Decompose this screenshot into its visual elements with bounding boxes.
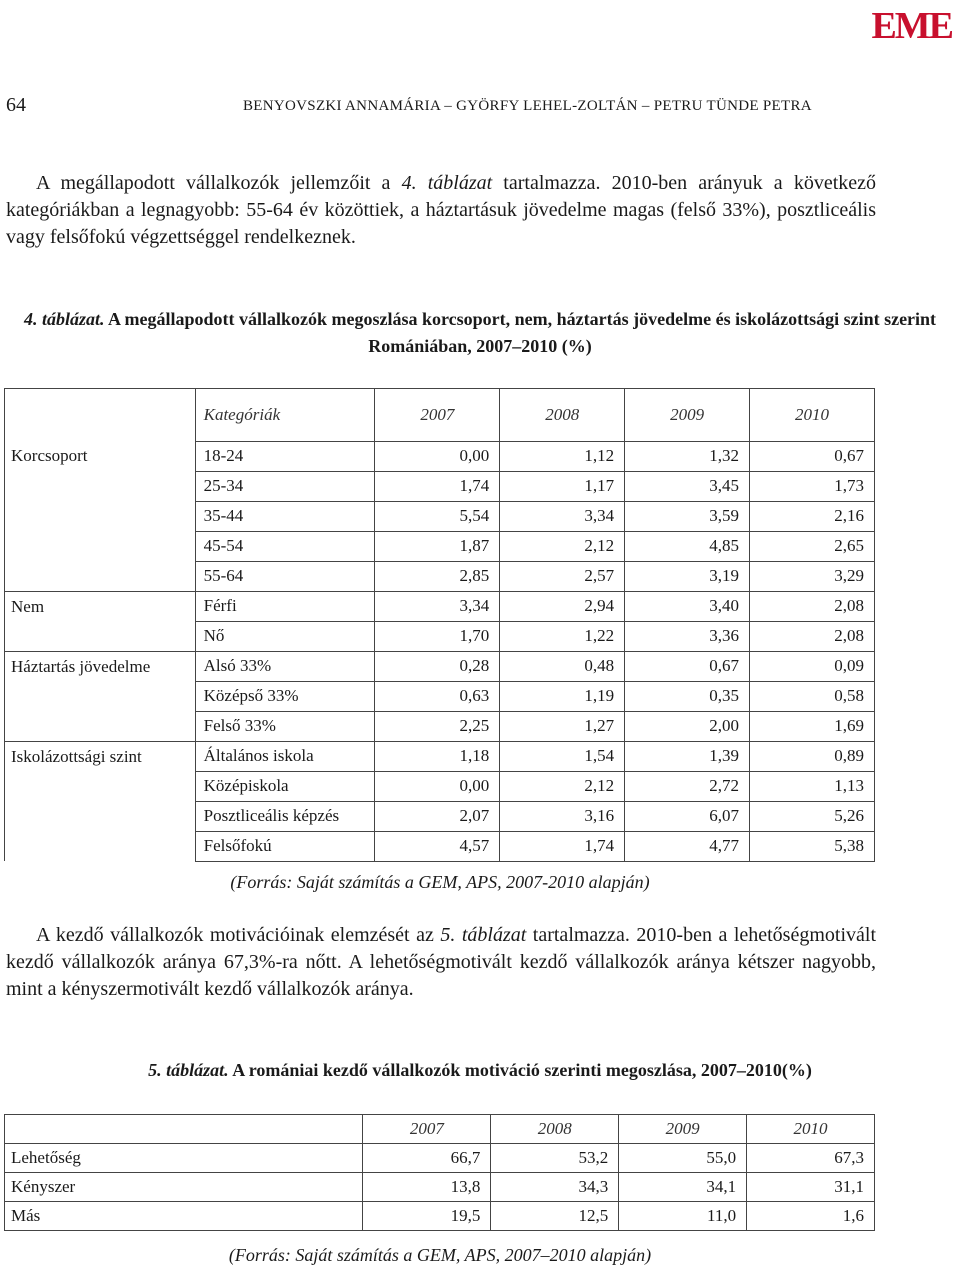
table4-category: 25-34 bbox=[195, 471, 375, 501]
table5-row-label: Más bbox=[5, 1202, 363, 1231]
table4-value: 3,34 bbox=[500, 501, 625, 531]
table4-value: 3,19 bbox=[625, 561, 750, 591]
table4-category: 55-64 bbox=[195, 561, 375, 591]
table4-value: 5,26 bbox=[750, 801, 875, 831]
table4-value: 0,48 bbox=[500, 651, 625, 681]
table4-header-blank bbox=[5, 389, 196, 442]
table5-column-header bbox=[5, 1115, 363, 1144]
table4-category: Középiskola bbox=[195, 771, 375, 801]
table4-value: 2,94 bbox=[500, 591, 625, 621]
table5-value: 11,0 bbox=[619, 1202, 747, 1231]
table4-category: Posztliceális képzés bbox=[195, 801, 375, 831]
table4-value: 2,12 bbox=[500, 771, 625, 801]
table4-value: 0,67 bbox=[750, 441, 875, 471]
table4-column-header: Kategóriák bbox=[195, 389, 375, 442]
table5-row bbox=[5, 1202, 875, 1231]
table4-value: 3,59 bbox=[625, 501, 750, 531]
table4-value: 5,54 bbox=[375, 501, 500, 531]
table4-value: 4,85 bbox=[625, 531, 750, 561]
table4-value: 0,63 bbox=[375, 681, 500, 711]
table4-value: 2,08 bbox=[750, 591, 875, 621]
table4-value: 1,19 bbox=[500, 681, 625, 711]
table4-row bbox=[5, 651, 875, 681]
table4-value: 3,45 bbox=[625, 471, 750, 501]
table5-row bbox=[5, 1173, 875, 1202]
table5-value: 34,3 bbox=[491, 1173, 619, 1202]
table4-value: 1,13 bbox=[750, 771, 875, 801]
table4 bbox=[4, 388, 875, 862]
table4-value: 1,54 bbox=[500, 741, 625, 771]
table4-value: 3,16 bbox=[500, 801, 625, 831]
table5-value: 13,8 bbox=[363, 1173, 491, 1202]
table4-value: 1,22 bbox=[500, 621, 625, 651]
table4-value: 1,74 bbox=[500, 831, 625, 861]
table5-value: 19,5 bbox=[363, 1202, 491, 1231]
table5-value: 67,3 bbox=[747, 1144, 875, 1173]
table4-value: 1,32 bbox=[625, 441, 750, 471]
table4-column-header: 2008 bbox=[500, 389, 625, 442]
table4-column-header: 2007 bbox=[375, 389, 500, 442]
table5-value: 66,7 bbox=[363, 1144, 491, 1173]
table4-row bbox=[5, 441, 875, 471]
table4-group-label: Korcsoport bbox=[5, 441, 196, 591]
table4-category: 35-44 bbox=[195, 501, 375, 531]
table4-category: 45-54 bbox=[195, 531, 375, 561]
table5-row-label: Kényszer bbox=[5, 1173, 363, 1202]
table4-value: 2,25 bbox=[375, 711, 500, 741]
table4-value: 4,57 bbox=[375, 831, 500, 861]
publisher-logo: EME bbox=[871, 5, 952, 47]
table4-group-label: Nem bbox=[5, 591, 196, 651]
table5-column-header: 2009 bbox=[619, 1115, 747, 1144]
table5-row bbox=[5, 1144, 875, 1173]
table4-value: 5,38 bbox=[750, 831, 875, 861]
table4-category: Általános iskola bbox=[195, 741, 375, 771]
table4-value: 0,00 bbox=[375, 771, 500, 801]
table4-header-row bbox=[5, 389, 875, 442]
table4-value: 1,74 bbox=[375, 471, 500, 501]
table4-value: 0,00 bbox=[375, 441, 500, 471]
table4-group-label: Iskolázottsági szint bbox=[5, 741, 196, 861]
table4-value: 1,18 bbox=[375, 741, 500, 771]
table5-header-row bbox=[5, 1115, 875, 1144]
table4-value: 2,12 bbox=[500, 531, 625, 561]
table4-source: (Forrás: Saját számítás a GEM, APS, 2007-2010 alapján) bbox=[230, 872, 650, 892]
table5-column-header: 2008 bbox=[491, 1115, 619, 1144]
table4-value: 3,40 bbox=[625, 591, 750, 621]
table5-column-header: 2007 bbox=[363, 1115, 491, 1144]
table4-category: Felső 33% bbox=[195, 711, 375, 741]
intro-paragraph: A megállapodott vállalkozók jellemzőit a 4. táblázat tartalmazza. 2010-ben arányuk a következő kategóriákban a legnagyobb: 55-64 év közöttiek, a háztartásuk jövedelme magas (felső 33%), posztliceális vagy felsőfokú végzettséggel rendelkeznek. bbox=[6, 172, 877, 248]
table5-value: 12,5 bbox=[491, 1202, 619, 1231]
table4-value: 2,16 bbox=[750, 501, 875, 531]
running-head-authors: BENYOVSZKI ANNAMÁRIA – GYÖRFY LEHEL-ZOLTÁN – PETRU TÜNDE PETRA bbox=[243, 98, 812, 114]
table4-row bbox=[5, 741, 875, 771]
table-reference: 4. táblázat bbox=[401, 172, 493, 194]
table4-category: Alsó 33% bbox=[195, 651, 375, 681]
table4-value: 3,34 bbox=[375, 591, 500, 621]
table4-value: 2,57 bbox=[500, 561, 625, 591]
page-number: 64 bbox=[6, 94, 26, 116]
table4-category: Középső 33% bbox=[195, 681, 375, 711]
table4-value: 0,28 bbox=[375, 651, 500, 681]
table4-value: 4,77 bbox=[625, 831, 750, 861]
table4-value: 0,58 bbox=[750, 681, 875, 711]
table5-value: 55,0 bbox=[619, 1144, 747, 1173]
table4-value: 2,07 bbox=[375, 801, 500, 831]
table5-value: 31,1 bbox=[747, 1173, 875, 1202]
table5-caption: 5. táblázat. A romániai kezdő vállalkozók motiváció szerinti megoszlása, 2007–2010(%) bbox=[148, 1060, 812, 1080]
table4-value: 1,87 bbox=[375, 531, 500, 561]
table4-value: 2,08 bbox=[750, 621, 875, 651]
table5-value: 34,1 bbox=[619, 1173, 747, 1202]
table5-source: (Forrás: Saját számítás a GEM, APS, 2007–2010 alapján) bbox=[228, 1245, 652, 1265]
table4-caption: 4. táblázat. A megállapodott vállalkozók megoszlása korcsoport, nem, háztartás jövedelme és iskolázottsági szint szerint Romániában, 2007–2010 (%) bbox=[23, 309, 937, 356]
table4-value: 1,17 bbox=[500, 471, 625, 501]
table4-value: 3,29 bbox=[750, 561, 875, 591]
table4-value: 1,73 bbox=[750, 471, 875, 501]
table4-column-header: 2009 bbox=[625, 389, 750, 442]
table4-value: 1,39 bbox=[625, 741, 750, 771]
table-reference: 5. táblázat bbox=[440, 924, 527, 946]
table4-value: 0,35 bbox=[625, 681, 750, 711]
table4-category: 18-24 bbox=[195, 441, 375, 471]
table4-category: Férfi bbox=[195, 591, 375, 621]
table4-value: 1,12 bbox=[500, 441, 625, 471]
table4-value: 2,00 bbox=[625, 711, 750, 741]
table4-column-header: 2010 bbox=[750, 389, 875, 442]
table4-value: 6,07 bbox=[625, 801, 750, 831]
table4-value: 3,36 bbox=[625, 621, 750, 651]
table5-value: 1,6 bbox=[747, 1202, 875, 1231]
table5 bbox=[4, 1114, 875, 1231]
table4-value: 0,89 bbox=[750, 741, 875, 771]
table4-value: 1,69 bbox=[750, 711, 875, 741]
table4-value: 2,85 bbox=[375, 561, 500, 591]
table4-category: Felsőfokú bbox=[195, 831, 375, 861]
table4-value: 2,72 bbox=[625, 771, 750, 801]
table4-value: 0,09 bbox=[750, 651, 875, 681]
table4-group-label: Háztartás jövedelme bbox=[5, 651, 196, 741]
motivation-paragraph: A kezdő vállalkozók motivációinak elemzését az 5. táblázat tartalmazza. 2010-ben a lehetőségmotivált kezdő vállalkozók aránya 67,3%-ra nőtt. A lehetőségmotivált kezdő vállalkozók aránya kétszer nagyobb, mint a kényszermotivált kezdő vállalkozók aránya. bbox=[6, 924, 877, 1000]
table5-row-label: Lehetőség bbox=[5, 1144, 363, 1173]
table4-value: 2,65 bbox=[750, 531, 875, 561]
table4-row bbox=[5, 591, 875, 621]
table5-value: 53,2 bbox=[491, 1144, 619, 1173]
table4-value: 0,67 bbox=[625, 651, 750, 681]
table4-value: 1,70 bbox=[375, 621, 500, 651]
table4-category: Nő bbox=[195, 621, 375, 651]
table4-value: 1,27 bbox=[500, 711, 625, 741]
table5-column-header: 2010 bbox=[747, 1115, 875, 1144]
